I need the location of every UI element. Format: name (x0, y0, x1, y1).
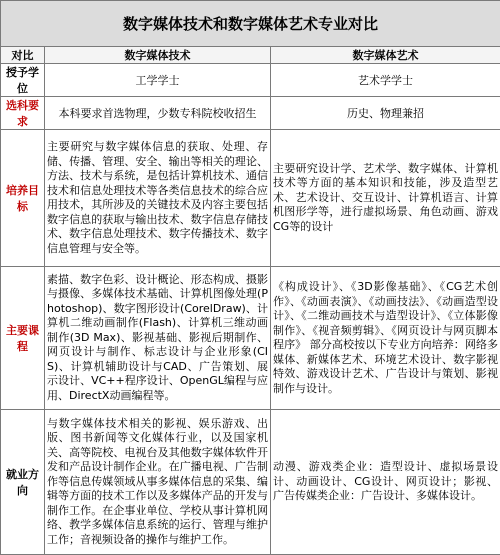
row-label-courses: 主要课程 (1, 267, 45, 410)
row-label-subjects: 选科要求 (1, 97, 45, 130)
row-subjects (1, 97, 500, 130)
title-row (1, 1, 500, 47)
row-courses (1, 267, 500, 410)
row-label-goals: 培养目标 (1, 130, 45, 267)
courses-a: 素描、数字色彩、设计概论、形态构成、摄影与摄像、多媒体技术基础、计算机图像处理(Photoshop)、数字图形设计(CorelDraw)、计算机二维动画制作(Flash)、计算机三维动画制作(3D Max)、影视基础、影视后期制作、网页设计与制作、标志设计与企业形象(CIS)、计算机辅助设计与CAD、广告策划、展示设计、VC++程序设计、OpenGL编程与应用、DirectX动画编程等。 (45, 267, 271, 410)
degree-a: 工学学士 (45, 64, 271, 97)
subjects-b: 历史、物理兼招 (271, 97, 500, 130)
goals-b: 主要研究设计学、艺术学、数字媒体、计算机技术等方面的基本知识和技能，涉及造型艺术、艺术设计、交互设计、计算机语言、计算机图形学等，进行虚拟场景、角色动画、游戏CG等的设计 (271, 130, 500, 267)
header-col-a: 数字媒体技术 (45, 47, 271, 64)
row-label-degree: 授予学位 (1, 64, 45, 97)
row-goals (1, 130, 500, 267)
careers-b: 动漫、游戏类企业：造型设计、虚拟场景设计、动画设计、CG设计、网页设计；影视、广告传媒类企业：广告设计、多媒体设计。 (271, 410, 500, 555)
careers-a: 与数字媒体技术相关的影视、娱乐游戏、出版、图书新闻等文化媒体行业，以及国家机关、高等院校、电视台及其他数字媒体软件开发和产品设计制作企业。在广播电视、广告制作等信息传媒领域从事多媒体信息的采集、编辑等方面的技术工作以及多媒体产品的开发与制作工作。在企事业单位、学校从事计算机网络、教学多媒体信息系统的运行、管理与维护工作；音视频设备的操作与维护工作。 (45, 410, 271, 555)
row-label-careers: 就业方向 (1, 410, 45, 555)
row-degree (1, 64, 500, 97)
courses-b: 《构成设计》、《3D影像基础》、《CG艺术创作》、《动画表演》、《动画技法》、《动画造型设计》、《二维动画技术与造型设计》、《立体影像制作》、《视音频剪辑》、《网页设计与网页脚本程序》 部分高校按以下专业方向培养：网络多媒体、新媒体艺术、环境艺术设计、数字影视特效、游戏设计艺术、广告设计与策划、影视制作与设计。 (271, 267, 500, 410)
goals-a: 主要研究与数字媒体信息的获取、处理、存储、传播、管理、安全、输出等相关的理论、方法、技术与系统，是包括计算机技术、通信技术和信息处理技术等各类信息技术的综合应用技术，其所涉及的关键技术及内容主要包括数字信息的获取与输出技术、数字信息存储技术、数字信息处理技术、数字传播技术、数字信息管理与安全等。 (45, 130, 271, 267)
header-col-b: 数字媒体艺术 (271, 47, 500, 64)
row-careers (1, 410, 500, 555)
degree-b: 艺术学学士 (271, 64, 500, 97)
header-label: 对比 (1, 47, 45, 64)
header-row (1, 47, 500, 64)
table-title: 数字媒体技术和数字媒体艺术专业对比 (1, 1, 500, 47)
subjects-a: 本科要求首选物理，少数专科院校收招生 (45, 97, 271, 130)
